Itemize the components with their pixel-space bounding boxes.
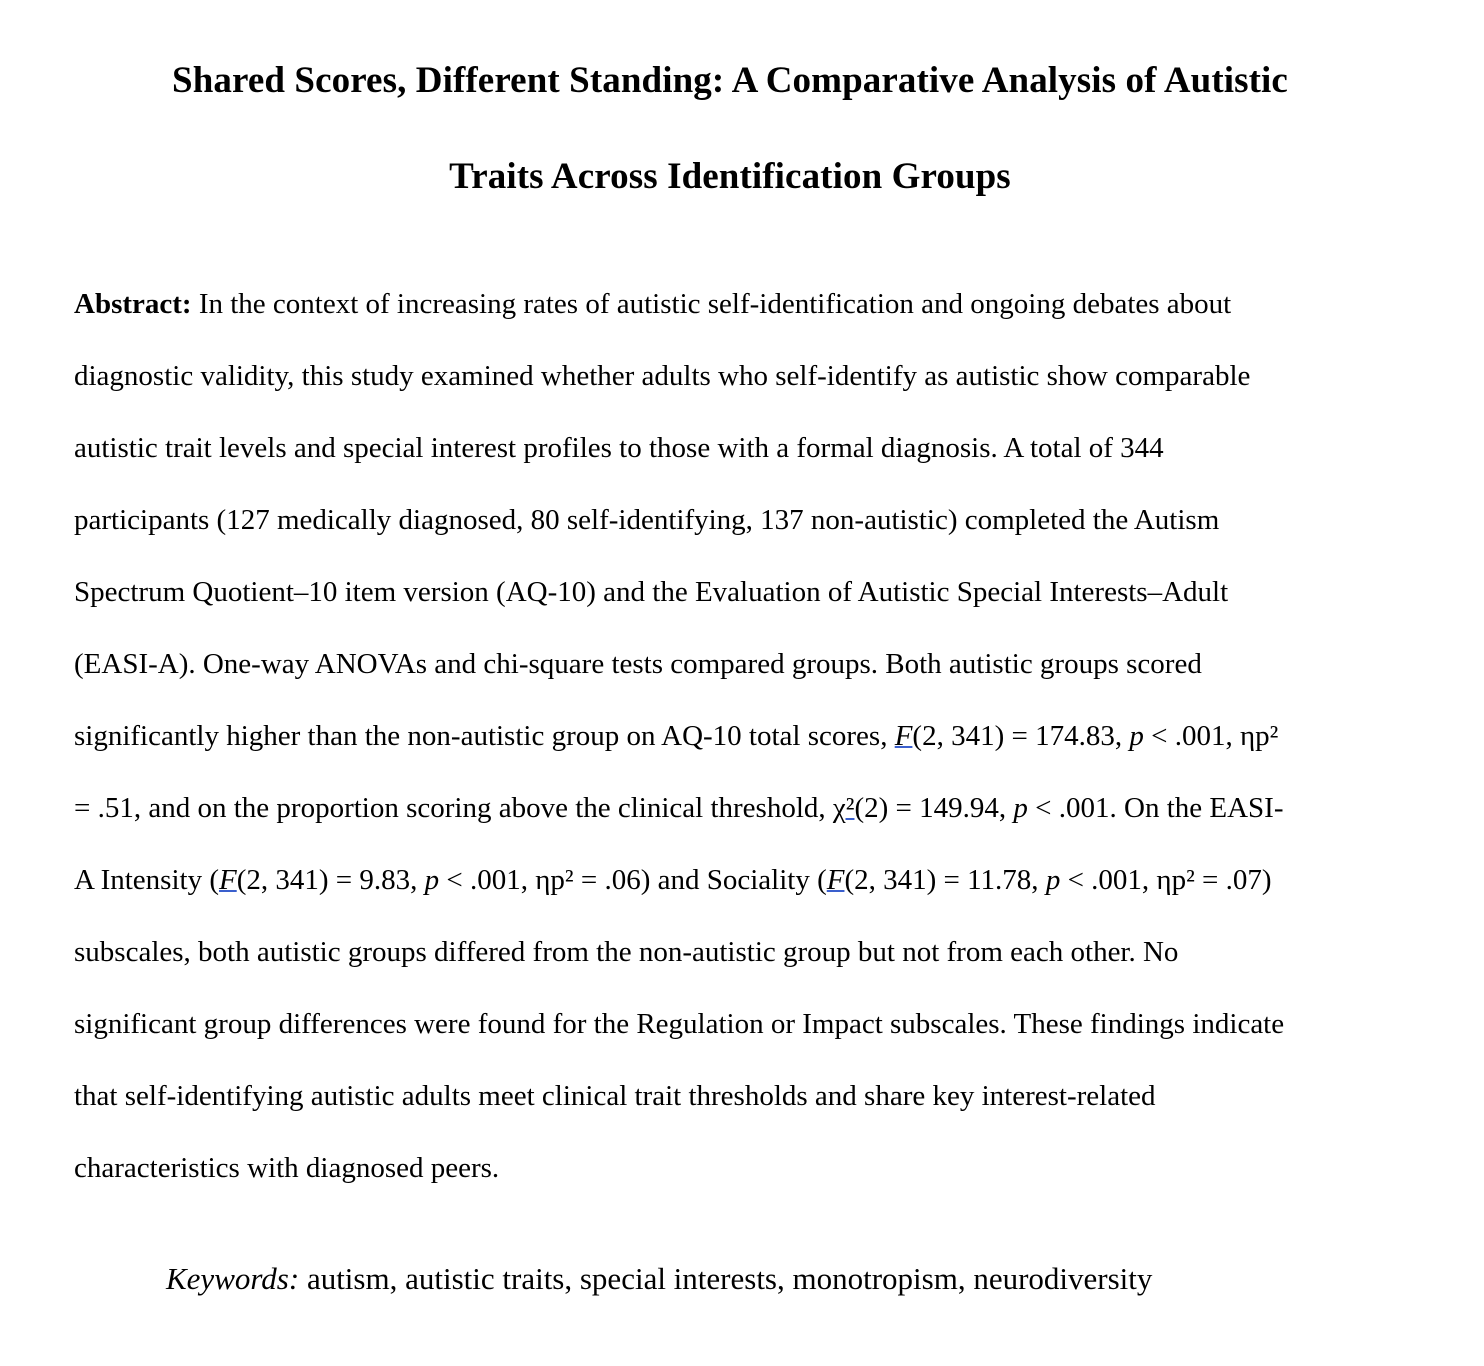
paper-title-line-2: Traits Across Identification Groups bbox=[449, 156, 1011, 197]
stat-p: p bbox=[1045, 864, 1061, 896]
abstract-line-4: participants (127 medically diagnosed, 80 self-identifying, 137 non-autistic) completed the Autism bbox=[74, 504, 1220, 536]
text-segment: (2) = 149.94, bbox=[854, 792, 1014, 824]
abstract-text: In the context of increasing rates of autistic self-identification and ongoing debates about bbox=[191, 288, 1232, 320]
abstract-line-12: that self-identifying autistic adults meet clinical trait thresholds and share key interest-related bbox=[74, 1080, 1156, 1112]
stat-p: p bbox=[1129, 720, 1144, 752]
abstract-line-7 bbox=[74, 718, 1278, 754]
text-segment: < .001. On the EASI- bbox=[1027, 792, 1284, 824]
abstract-line-3: autistic trait levels and special interest profiles to those with a formal diagnosis. A total of 344 bbox=[74, 432, 1164, 464]
stat-chi-square: χ² bbox=[832, 792, 855, 824]
stat-p: p bbox=[424, 864, 440, 896]
abstract-line-11: significant group differences were found for the Regulation or Impact subscales. These findings indicate bbox=[74, 1008, 1285, 1040]
keywords bbox=[166, 1260, 1152, 1298]
abstract-line-6: (EASI-A). One-way ANOVAs and chi-square tests compared groups. Both autistic groups scored bbox=[74, 648, 1202, 680]
abstract-line-5: Spectrum Quotient–10 item version (AQ-10) and the Evaluation of Autistic Special Interests–Adult bbox=[74, 576, 1229, 608]
stat-p: p bbox=[1013, 792, 1028, 824]
stat-F: F bbox=[894, 720, 913, 752]
abstract-line-10: subscales, both autistic groups differed from the non-autistic group but not from each other. No bbox=[74, 936, 1179, 968]
text-segment: (2, 341) = 174.83, bbox=[912, 720, 1130, 752]
keywords-text: autism, autistic traits, special interests, monotropism, neurodiversity bbox=[299, 1261, 1153, 1296]
abstract-line-2: diagnostic validity, this study examined whether adults who self-identify as autistic show comparable bbox=[74, 360, 1251, 392]
text-segment: A Intensity ( bbox=[74, 864, 219, 896]
stat-F: F bbox=[219, 864, 237, 896]
text-segment: (2, 341) = 9.83, bbox=[236, 864, 425, 896]
text-segment: < .001, ηp² = .07) bbox=[1060, 864, 1272, 896]
text-segment: = .51, and on the proportion scoring above the clinical threshold, bbox=[74, 792, 833, 824]
text-segment: < .001, ηp² bbox=[1143, 720, 1279, 752]
abstract-line-13: characteristics with diagnosed peers. bbox=[74, 1152, 500, 1184]
stat-F: F bbox=[826, 864, 845, 896]
abstract-line-1 bbox=[74, 286, 1231, 322]
abstract-label: Abstract: bbox=[74, 288, 192, 320]
text-segment: < .001, ηp² = .06) and Sociality ( bbox=[439, 864, 827, 896]
abstract-line-9 bbox=[74, 862, 1272, 898]
text-segment: significantly higher than the non-autistic group on AQ-10 total scores, bbox=[74, 720, 895, 752]
keywords-label: Keywords: bbox=[166, 1261, 300, 1296]
paper-title-line-1: Shared Scores, Different Standing: A Comparative Analysis of Autistic bbox=[172, 60, 1288, 101]
text-segment: (2, 341) = 11.78, bbox=[844, 864, 1046, 896]
abstract-line-8 bbox=[74, 790, 1283, 826]
